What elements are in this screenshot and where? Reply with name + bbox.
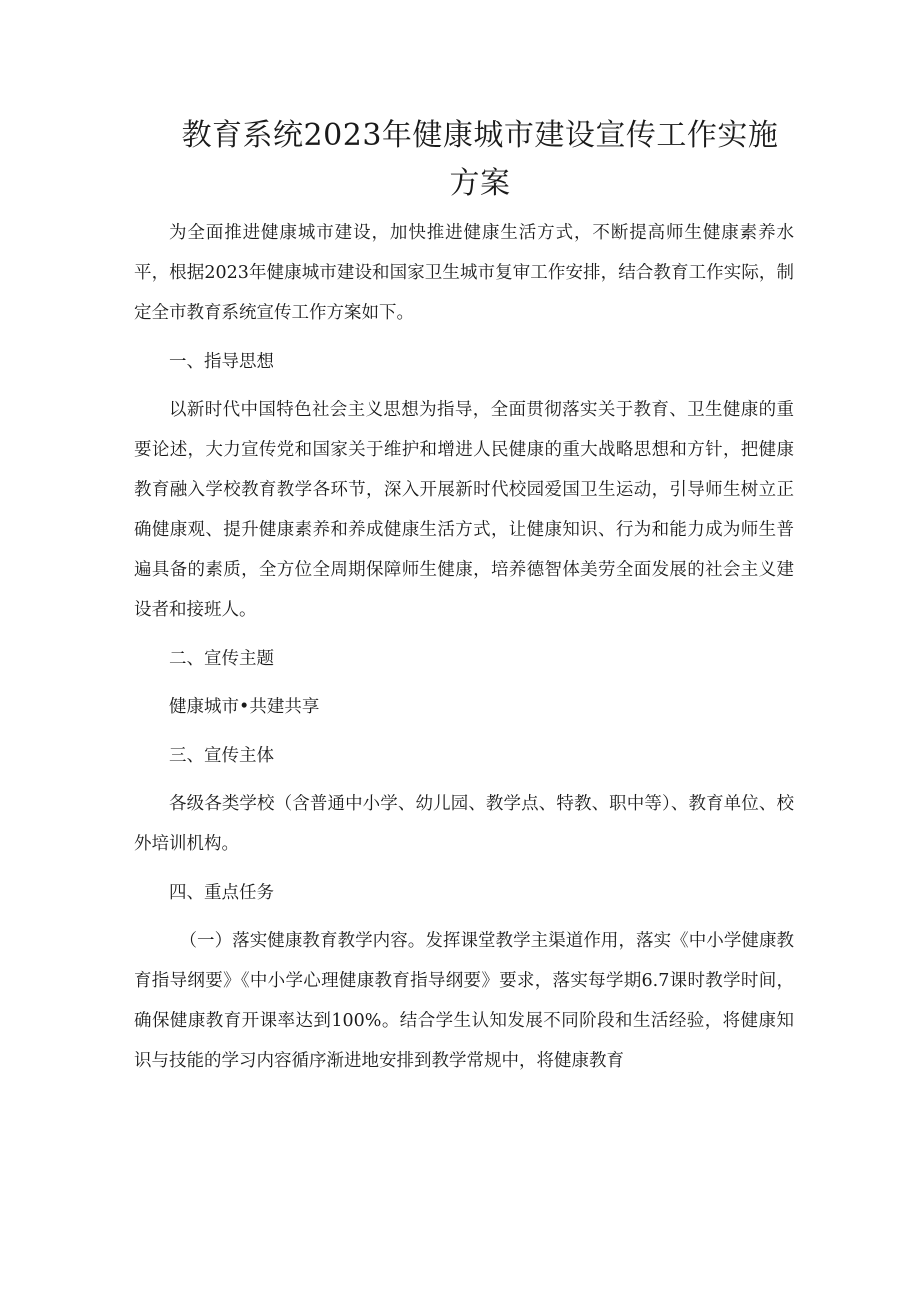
- section-heading-guiding: 一、指导思想: [169, 351, 274, 372]
- title-line-1: 教育系统2023年健康城市建设宣传工作实施: [181, 118, 779, 153]
- guiding-paragraph: 以新时代中国特色社会主义思想为指导，全面贯彻落实关于教育、卫生健康的重要论述，大力宣传党和国家关于维护和增进人民健康的重大战略思想和方针，把健康教育融入学校教育教学各环节，深入开展新时代校园爱国卫生运动，引导师生树立正确健康观、提升健康素养和养成健康生活方式，让健康知识、行为和能力成为师生普遍具备的素质，全方位全周期保障师生健康，培养德智体美劳全面发展的社会主义建设者和接班人。: [134, 400, 794, 620]
- tasks-paragraph: （一）落实健康教育教学内容。发挥课堂教学主渠道作用，落实《中小学健康教育指导纲要》《中小学心理健康教育指导纲要》要求，落实每学期6.7课时教学时间，确保健康教育开课率达到100%。结合学生认知发展不同阶段和生活经验，将健康知识与技能的学习内容循序渐进地安排到教学常规中，将健康教育: [134, 931, 794, 1071]
- section-heading-theme: 二、宣传主题: [169, 648, 274, 669]
- subject-paragraph: 各级各类学校（含普通中小学、幼儿园、教学点、特教、职中等）、教育单位、校外培训机构。: [134, 794, 794, 854]
- section-heading-tasks: 四、重点任务: [169, 882, 274, 903]
- title-line-2: 方案: [449, 166, 511, 201]
- document-title: [130, 112, 830, 208]
- document-body: [134, 213, 794, 1090]
- theme-paragraph: 健康城市•共建共享: [169, 697, 320, 717]
- section-heading-subject: 三、宣传主体: [169, 745, 274, 766]
- intro-paragraph: 为全面推进健康城市建设，加快推进健康生活方式，不断提高师生健康素养水平，根据2023年健康城市建设和国家卫生城市复审工作安排，结合教育工作实际，制定全市教育系统宣传工作方案如下。: [134, 223, 794, 323]
